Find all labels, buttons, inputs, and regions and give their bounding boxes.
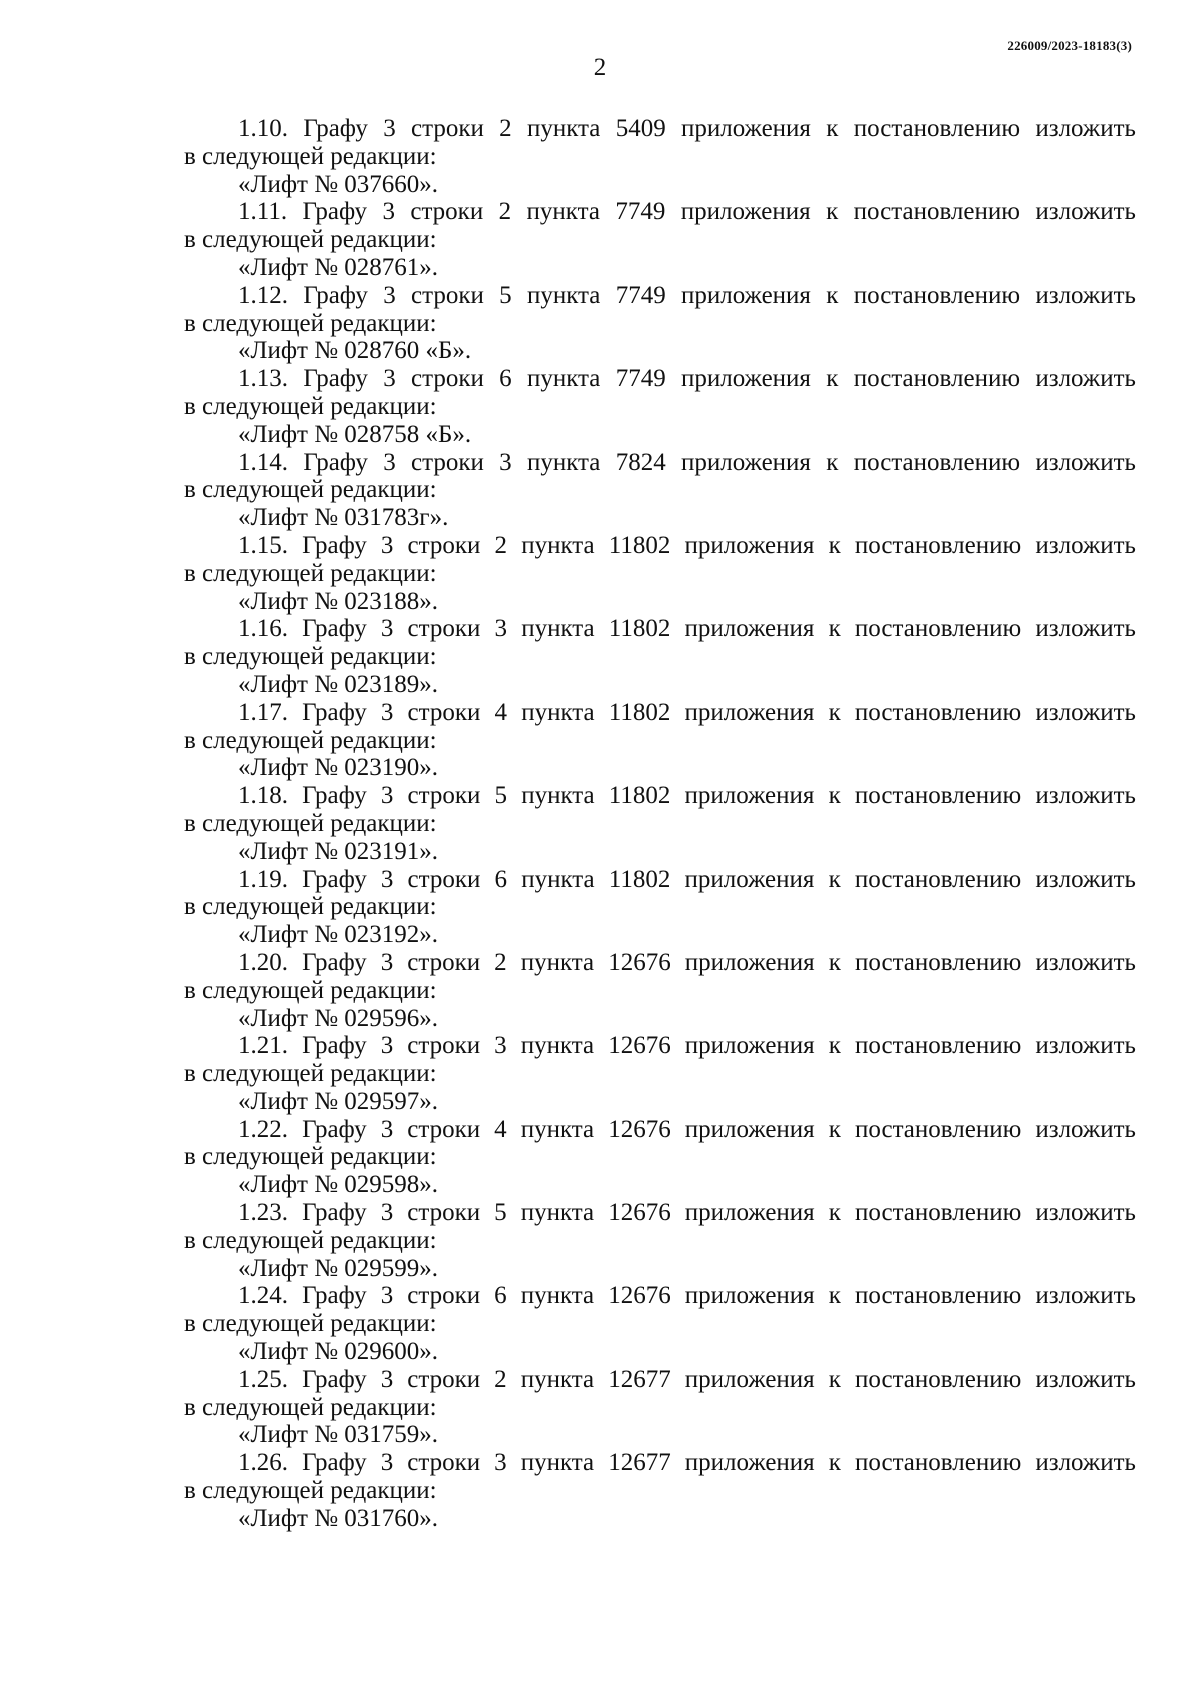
- clause-word: 3: [380, 1115, 394, 1143]
- point-number: 12676: [608, 1282, 671, 1310]
- clause-number: 1.21.: [238, 1032, 288, 1060]
- clause-word: Графу: [302, 1282, 367, 1310]
- clause-word: приложения: [684, 1115, 815, 1143]
- clause-word: 3: [380, 531, 394, 559]
- point-number: 7824: [615, 448, 666, 476]
- clause-word: пункта: [526, 281, 601, 309]
- clause-word: изложить: [1035, 698, 1136, 726]
- clause-word: изложить: [1035, 115, 1136, 142]
- clause-word: изложить: [1035, 1365, 1136, 1393]
- clause-heading-line: [184, 532, 1136, 560]
- clause-word: к: [828, 1032, 841, 1060]
- clause-word: 3: [380, 782, 394, 810]
- clause-word: строки: [407, 1199, 481, 1227]
- point-number: 12676: [608, 948, 671, 976]
- clause-heading-line: [184, 1116, 1136, 1144]
- clause-continuation: в следующей редакции:: [184, 1226, 437, 1254]
- amendment-clause: [184, 198, 1136, 281]
- clause-word: постановлению: [853, 115, 1021, 142]
- clause-word: изложить: [1035, 782, 1136, 810]
- clause-word: изложить: [1035, 1199, 1136, 1227]
- clause-number: 1.13.: [238, 365, 288, 393]
- clause-word: 3: [380, 1449, 394, 1477]
- row-number: 5: [494, 1199, 507, 1227]
- clause-word: строки: [407, 1365, 481, 1393]
- amendment-clause: [184, 699, 1136, 782]
- clause-word: 3: [380, 1365, 394, 1393]
- new-wording-value: «Лифт № 023190».: [238, 754, 439, 782]
- clause-word: к: [828, 1282, 841, 1310]
- clause-word: пункта: [520, 1199, 595, 1227]
- clause-continuation: в следующей редакции:: [184, 726, 437, 754]
- clause-word: строки: [407, 1449, 481, 1477]
- clause-word: 3: [380, 948, 394, 976]
- clause-continuation: в следующей редакции:: [184, 643, 437, 671]
- clause-continuation: в следующей редакции:: [184, 142, 437, 170]
- clause-heading-line: [184, 1199, 1136, 1227]
- clause-word: изложить: [1035, 1115, 1136, 1143]
- clause-word: строки: [411, 448, 484, 476]
- clause-word: 3: [380, 698, 394, 726]
- clause-word: к: [828, 1449, 841, 1477]
- point-number: 12676: [608, 1032, 671, 1060]
- clause-number: 1.26.: [238, 1449, 288, 1477]
- clause-word: 3: [383, 448, 396, 476]
- clause-word: Графу: [302, 1449, 367, 1477]
- amendment-clause: [184, 1032, 1136, 1115]
- clause-heading-line: [184, 115, 1136, 143]
- clause-word: строки: [411, 115, 484, 142]
- amendment-clause: [184, 282, 1136, 365]
- clause-word: пункта: [526, 198, 600, 226]
- clause-number: 1.12.: [238, 281, 288, 309]
- clause-word: пункта: [526, 115, 601, 142]
- clause-number: 1.22.: [238, 1115, 288, 1143]
- clause-word: приложения: [684, 1365, 815, 1393]
- clause-number: 1.14.: [238, 448, 288, 476]
- clause-number: 1.17.: [238, 698, 288, 726]
- clause-continuation: в следующей редакции:: [184, 976, 437, 1004]
- clause-heading-line: [184, 365, 1136, 393]
- clause-word: Графу: [302, 865, 367, 893]
- amendment-clause: [184, 615, 1136, 698]
- clause-word: Графу: [302, 782, 367, 810]
- clause-word: 3: [380, 615, 394, 643]
- clause-word: приложения: [684, 1199, 815, 1227]
- point-number: 11802: [608, 782, 671, 810]
- clause-heading-line: [184, 949, 1136, 977]
- clause-continuation: в следующей редакции:: [184, 1143, 437, 1171]
- clause-word: пункта: [520, 1449, 595, 1477]
- clause-word: приложения: [684, 615, 815, 643]
- clause-word: приложения: [680, 198, 811, 226]
- clause-word: приложения: [681, 365, 811, 393]
- clause-word: изложить: [1035, 531, 1136, 559]
- clause-word: постановлению: [854, 1115, 1022, 1143]
- clause-word: изложить: [1035, 448, 1136, 476]
- clause-word: Графу: [303, 365, 368, 393]
- clause-word: Графу: [302, 1365, 367, 1393]
- amendment-clause: [184, 115, 1136, 198]
- clause-continuation: в следующей редакции:: [184, 476, 437, 504]
- row-number: 3: [494, 615, 508, 643]
- clause-word: строки: [407, 1032, 481, 1060]
- clause-word: пункта: [526, 448, 601, 476]
- clause-continuation: в следующей редакции:: [184, 1310, 437, 1338]
- row-number: 4: [494, 1115, 507, 1143]
- clause-word: строки: [407, 698, 481, 726]
- clause-word: к: [826, 281, 839, 309]
- new-wording-value: «Лифт № 023191».: [238, 837, 439, 865]
- clause-word: постановлению: [854, 1282, 1022, 1310]
- row-number: 4: [494, 698, 508, 726]
- clause-word: 3: [380, 865, 394, 893]
- clause-word: постановлению: [853, 198, 1020, 226]
- clause-word: постановлению: [854, 782, 1022, 810]
- row-number: 2: [494, 948, 507, 976]
- clause-word: строки: [411, 281, 484, 309]
- clause-word: к: [828, 1115, 841, 1143]
- clause-word: приложения: [681, 281, 811, 309]
- clause-word: пункта: [521, 698, 595, 726]
- point-number: 12677: [608, 1365, 671, 1393]
- clause-continuation: в следующей редакции:: [184, 893, 437, 921]
- clause-word: строки: [407, 615, 481, 643]
- clause-word: строки: [411, 365, 484, 393]
- clause-word: к: [828, 948, 841, 976]
- clause-heading-line: [184, 449, 1136, 477]
- clause-word: приложения: [684, 948, 815, 976]
- clause-heading-line: [184, 1282, 1136, 1310]
- clause-continuation: в следующей редакции:: [184, 1477, 437, 1505]
- clause-word: пункта: [521, 782, 595, 810]
- point-number: 11802: [608, 615, 671, 643]
- point-number: 12677: [608, 1449, 671, 1477]
- clause-word: изложить: [1035, 198, 1136, 226]
- clause-word: постановлению: [854, 698, 1022, 726]
- clause-word: к: [828, 531, 841, 559]
- clause-word: к: [826, 198, 839, 226]
- clause-word: изложить: [1035, 615, 1136, 643]
- new-wording-value: «Лифт № 029600».: [238, 1338, 439, 1366]
- clause-word: к: [828, 1199, 841, 1227]
- new-wording-value: «Лифт № 031783г».: [238, 504, 449, 532]
- amendment-clause: [184, 365, 1136, 448]
- clause-heading-line: [184, 1366, 1136, 1394]
- new-wording-value: «Лифт № 037660».: [238, 170, 439, 198]
- amendment-clause: [184, 866, 1136, 949]
- clause-word: постановлению: [854, 1032, 1022, 1060]
- clause-continuation: в следующей редакции:: [184, 559, 437, 587]
- new-wording-value: «Лифт № 023192».: [238, 921, 439, 949]
- row-number: 2: [494, 1365, 507, 1393]
- clause-word: к: [826, 115, 839, 142]
- row-number: 3: [499, 448, 512, 476]
- row-number: 2: [498, 198, 512, 226]
- clause-number: 1.15.: [238, 531, 288, 559]
- clause-heading-line: [184, 198, 1136, 226]
- clause-number: 1.19.: [238, 865, 288, 893]
- clause-word: постановлению: [853, 448, 1021, 476]
- clause-word: пункта: [521, 531, 595, 559]
- row-number: 3: [494, 1032, 507, 1060]
- clause-heading-line: [184, 782, 1136, 810]
- clause-number: 1.16.: [238, 615, 288, 643]
- row-number: 6: [499, 365, 512, 393]
- clause-word: строки: [407, 1115, 481, 1143]
- clause-continuation: в следующей редакции:: [184, 309, 437, 337]
- clause-word: Графу: [302, 1115, 367, 1143]
- clause-word: Графу: [302, 198, 368, 226]
- clause-word: приложения: [684, 531, 815, 559]
- clause-word: постановлению: [854, 948, 1022, 976]
- clause-word: изложить: [1035, 365, 1136, 393]
- clause-word: Графу: [303, 281, 368, 309]
- clause-heading-line: [184, 1032, 1136, 1060]
- clause-word: Графу: [302, 1032, 367, 1060]
- clause-word: к: [826, 448, 839, 476]
- clause-word: 3: [380, 1032, 394, 1060]
- row-number: 2: [499, 115, 512, 142]
- new-wording-value: «Лифт № 031759».: [238, 1421, 439, 1449]
- clause-word: строки: [410, 198, 484, 226]
- clause-number: 1.18.: [238, 782, 288, 810]
- clause-number: 1.24.: [238, 1282, 288, 1310]
- clause-word: постановлению: [854, 865, 1022, 893]
- new-wording-value: «Лифт № 023188».: [238, 587, 439, 615]
- clause-number: 1.23.: [238, 1199, 288, 1227]
- clause-continuation: в следующей редакции:: [184, 809, 437, 837]
- clause-word: изложить: [1035, 1449, 1136, 1477]
- clause-word: постановлению: [854, 1365, 1022, 1393]
- clause-word: пункта: [520, 948, 595, 976]
- clause-word: постановлению: [853, 281, 1021, 309]
- clause-word: строки: [407, 865, 481, 893]
- clause-word: 3: [383, 115, 396, 142]
- clause-word: Графу: [302, 531, 367, 559]
- point-number: 5409: [615, 115, 666, 142]
- clause-word: пункта: [521, 615, 595, 643]
- clause-word: изложить: [1035, 1282, 1136, 1310]
- row-number: 2: [494, 531, 508, 559]
- point-number: 11802: [608, 865, 671, 893]
- clause-word: Графу: [302, 948, 367, 976]
- amendment-clause: [184, 1366, 1136, 1449]
- clause-word: пункта: [520, 1115, 595, 1143]
- row-number: 3: [494, 1449, 507, 1477]
- clause-heading-line: [184, 282, 1136, 310]
- clause-word: строки: [407, 1282, 481, 1310]
- clause-word: пункта: [521, 865, 595, 893]
- clause-word: изложить: [1035, 948, 1136, 976]
- clause-continuation: в следующей редакции:: [184, 226, 437, 254]
- clause-word: приложения: [684, 782, 815, 810]
- clause-word: 3: [383, 281, 396, 309]
- amendment-clause: [184, 1199, 1136, 1282]
- clause-number: 1.20.: [238, 948, 288, 976]
- clause-word: пункта: [526, 365, 601, 393]
- clause-heading-line: [184, 615, 1136, 643]
- clause-word: пункта: [520, 1282, 595, 1310]
- point-number: 7749: [615, 365, 666, 393]
- clause-word: постановлению: [854, 1199, 1022, 1227]
- document-body: [184, 115, 1136, 1533]
- clause-word: строки: [407, 531, 481, 559]
- document-registration-number: 226009/2023-18183(3): [1007, 38, 1132, 53]
- amendment-clause: [184, 449, 1136, 532]
- amendment-clause: [184, 1116, 1136, 1199]
- clause-word: Графу: [303, 115, 368, 142]
- clause-word: приложения: [684, 698, 815, 726]
- clause-heading-line: [184, 1449, 1136, 1477]
- clause-word: приложения: [684, 1032, 815, 1060]
- clause-word: изложить: [1035, 865, 1136, 893]
- clause-word: приложения: [684, 1449, 815, 1477]
- new-wording-value: «Лифт № 029598».: [238, 1171, 439, 1199]
- clause-word: к: [826, 365, 839, 393]
- clause-continuation: в следующей редакции:: [184, 392, 437, 420]
- clause-word: к: [828, 615, 841, 643]
- clause-word: приложения: [684, 1282, 815, 1310]
- clause-number: 1.10.: [238, 115, 288, 142]
- clause-number: 1.25.: [238, 1365, 288, 1393]
- clause-word: пункта: [520, 1365, 595, 1393]
- clause-number: 1.11.: [238, 198, 288, 226]
- new-wording-value: «Лифт № 023189».: [238, 670, 439, 698]
- clause-word: приложения: [681, 115, 811, 142]
- clause-word: к: [828, 1365, 841, 1393]
- clause-word: строки: [407, 948, 481, 976]
- row-number: 6: [494, 865, 508, 893]
- clause-word: Графу: [302, 1199, 367, 1227]
- clause-word: пункта: [520, 1032, 595, 1060]
- clause-word: к: [828, 865, 841, 893]
- point-number: 12676: [608, 1115, 671, 1143]
- clause-word: Графу: [302, 615, 367, 643]
- clause-continuation: в следующей редакции:: [184, 1060, 437, 1088]
- clause-word: Графу: [302, 698, 367, 726]
- clause-continuation: в следующей редакции:: [184, 1393, 437, 1421]
- clause-word: постановлению: [854, 615, 1022, 643]
- clause-word: постановлению: [853, 365, 1021, 393]
- clause-heading-line: [184, 866, 1136, 894]
- point-number: 12676: [608, 1199, 671, 1227]
- amendment-clause: [184, 1449, 1136, 1532]
- new-wording-value: «Лифт № 031760».: [238, 1504, 439, 1532]
- clause-word: изложить: [1035, 1032, 1136, 1060]
- page-number: 2: [593, 54, 607, 81]
- amendment-clause: [184, 782, 1136, 865]
- clause-heading-line: [184, 699, 1136, 727]
- clause-word: строки: [407, 782, 481, 810]
- clause-word: 3: [380, 1199, 394, 1227]
- row-number: 5: [499, 281, 512, 309]
- new-wording-value: «Лифт № 028760 «Б».: [238, 337, 472, 365]
- new-wording-value: «Лифт № 028761».: [238, 253, 439, 281]
- amendment-clause: [184, 949, 1136, 1032]
- row-number: 5: [494, 782, 508, 810]
- clause-word: постановлению: [854, 1449, 1022, 1477]
- clause-word: 3: [382, 198, 395, 226]
- clause-word: постановлению: [854, 531, 1022, 559]
- clause-word: приложения: [684, 865, 815, 893]
- clause-word: приложения: [681, 448, 811, 476]
- clause-word: 3: [383, 365, 396, 393]
- point-number: 7749: [615, 281, 666, 309]
- new-wording-value: «Лифт № 029599».: [238, 1254, 439, 1282]
- new-wording-value: «Лифт № 028758 «Б».: [238, 420, 472, 448]
- clause-word: 3: [380, 1282, 394, 1310]
- new-wording-value: «Лифт № 029596».: [238, 1004, 439, 1032]
- point-number: 11802: [608, 531, 671, 559]
- clause-word: к: [828, 782, 841, 810]
- point-number: 11802: [608, 698, 671, 726]
- clause-word: Графу: [303, 448, 368, 476]
- clause-word: изложить: [1035, 281, 1136, 309]
- amendment-clause: [184, 532, 1136, 615]
- row-number: 6: [494, 1282, 507, 1310]
- point-number: 7749: [615, 198, 666, 226]
- new-wording-value: «Лифт № 029597».: [238, 1087, 439, 1115]
- clause-word: к: [828, 698, 841, 726]
- amendment-clause: [184, 1282, 1136, 1365]
